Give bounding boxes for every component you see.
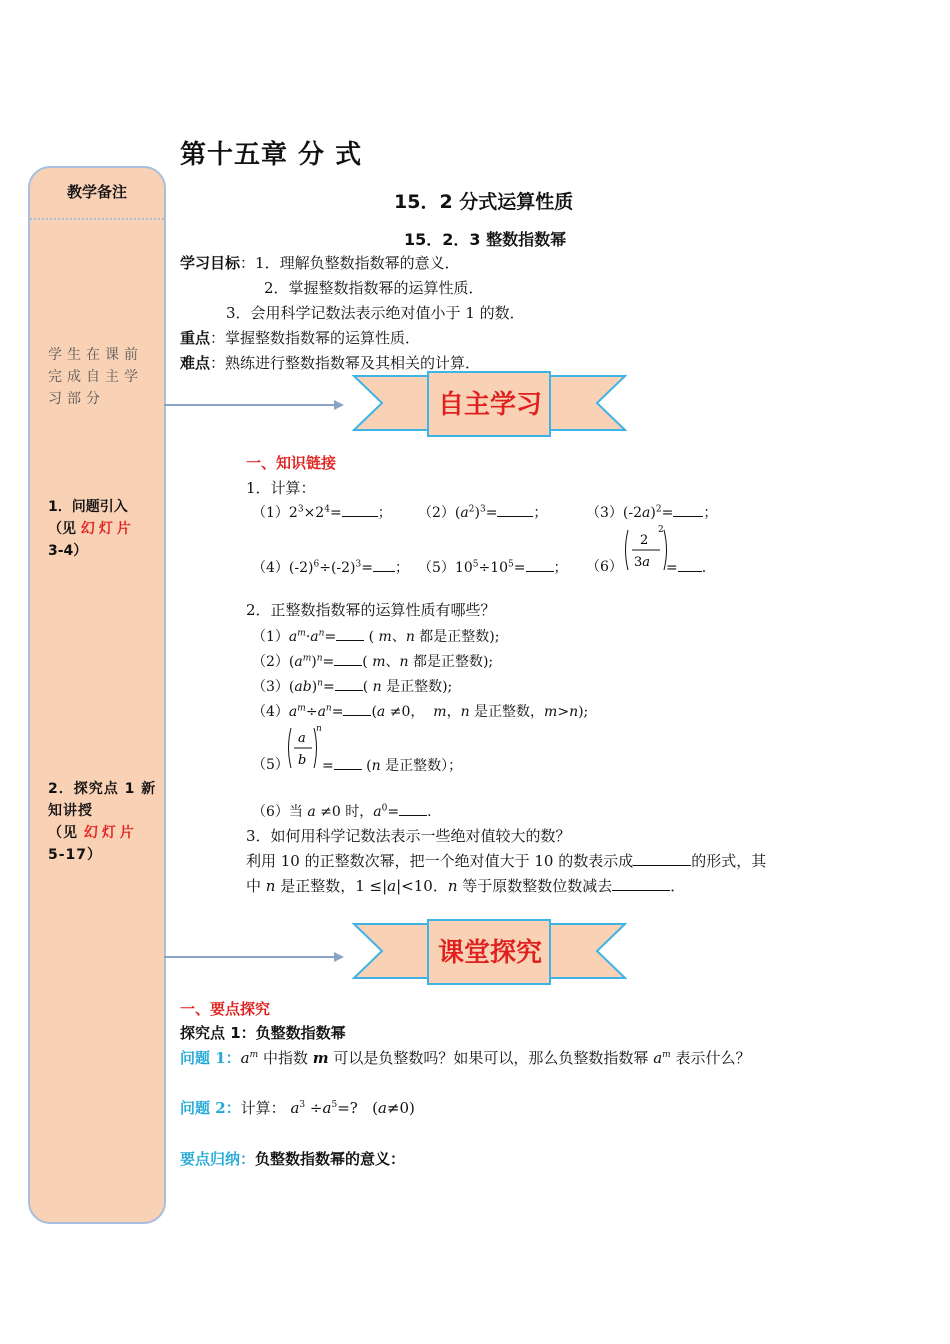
explore-point-title: 探究点 1：负整数指数幂 bbox=[180, 1024, 346, 1042]
rule-4: $(4)a^m\div a^n= (a \ne 0$， m，n 是正整数，m>n); bbox=[252, 701, 588, 722]
question-1-label: 问题 1： bbox=[180, 1049, 241, 1067]
sidebar-header: 教学备注 bbox=[30, 168, 164, 220]
question-2: 问题 2：计算： $a^3 \div a^5=$? (a≠0) bbox=[180, 1099, 415, 1117]
svg-text:b: b bbox=[298, 753, 307, 768]
learning-goals: 学习目标：1．理解负整数指数幂的意义． bbox=[180, 254, 460, 272]
paren-open: （见 bbox=[48, 521, 76, 537]
question-1: 问题 1：$a^m$ 中指数 m 可以是负整数吗？如果可以，那么负整数指数幂 $a^m$ 表示什么？ bbox=[180, 1049, 751, 1067]
summary-text: 负整数指数幂的意义： bbox=[255, 1150, 406, 1168]
slide-ref: 幻灯片 bbox=[80, 521, 135, 537]
rule-5: （5） bbox=[252, 757, 289, 773]
sidebar-item-intro-title: 1．问题引入 bbox=[48, 499, 128, 515]
goal-3: 3．会用科学记数法表示绝对值小于 1 的数． bbox=[226, 304, 525, 322]
difficulty-text: ：熟练进行整数指数幂及其相关的计算． bbox=[210, 354, 481, 372]
chapter-title: 第十五章 分 式 bbox=[180, 140, 363, 170]
svg-text:2: 2 bbox=[640, 533, 649, 548]
sidebar-item-explore bbox=[48, 778, 158, 866]
sidebar-item-explore-title: 2．探究点 1 新知讲授 bbox=[48, 781, 157, 819]
calc-item-6: （6） bbox=[586, 559, 623, 575]
summary-label: 要点归纳： bbox=[180, 1150, 256, 1168]
slide-range: 3-4） bbox=[48, 543, 88, 559]
svg-text:3a: 3a bbox=[634, 555, 651, 570]
goals-label: 学习目标 bbox=[180, 254, 241, 272]
question-2-label: 问题 2： bbox=[180, 1099, 241, 1117]
goal-2: 2．掌握整数指数幂的运算性质． bbox=[264, 279, 484, 297]
goal-1: 1．理解负整数指数幂的意义． bbox=[255, 254, 460, 272]
key-point bbox=[180, 328, 420, 348]
rule-3: （3）(ab)$^n$= ( n 是正整数); bbox=[252, 676, 452, 697]
teaching-notes-sidebar bbox=[28, 166, 166, 1224]
calc-item-6-answer: = . bbox=[666, 557, 706, 578]
arrow-right-icon bbox=[164, 398, 344, 412]
section-title: 15．2 分式运算性质 bbox=[394, 191, 574, 213]
q3-intro: 3．如何用科学记数法表示一些绝对值较大的数？ bbox=[246, 827, 571, 845]
summary bbox=[180, 1149, 405, 1169]
q2-intro: 2．正整数指数幂的运算性质有哪些？ bbox=[246, 601, 496, 619]
calc-item-5: $(5)10^5\div 10^5=$ ； bbox=[418, 557, 568, 578]
explore-heading: 一、要点探究 bbox=[180, 1000, 271, 1018]
difficulty-label: 难点 bbox=[180, 354, 211, 372]
rule-6: （6）当 a ≠0 时，$a^0=$ . bbox=[252, 801, 432, 822]
subsection-title: 15．2．3 整数指数幂 bbox=[404, 230, 567, 249]
calc-item-2: $(2)(a^2)^3=$ ； bbox=[418, 502, 547, 523]
rule-2: $(2)(a^m)^n=$ ( m、n 都是正整数); bbox=[252, 651, 493, 672]
paren-open: （见 bbox=[48, 825, 78, 841]
calc-item-4: $(4)(-2)^6\div(-2)^3=$ ； bbox=[252, 557, 409, 578]
banner-self-study: 自主学习 bbox=[437, 390, 542, 420]
knowledge-link-heading: 一、知识链接 bbox=[246, 454, 337, 472]
sidebar-item-intro bbox=[48, 496, 158, 562]
q3-line2: 中 n 是正整数，1 ≤|a|<10．n 等于原数整数位数减去 ． bbox=[246, 877, 686, 895]
rule-1: $(1)a^m\cdot a^n=$ ( m、n 都是正整数); bbox=[252, 626, 500, 647]
calc-item-1: $(1)2^3\times 2^4=$ ； bbox=[252, 502, 392, 523]
q1-intro: 1．计算： bbox=[246, 479, 316, 497]
calc-item-3: $(3)(-2a)^2=$ ； bbox=[586, 502, 717, 523]
svg-text:a: a bbox=[298, 731, 306, 746]
key-point-label: 重点 bbox=[180, 329, 211, 347]
arrow-right-icon bbox=[164, 950, 344, 964]
slide-range: 5-17） bbox=[48, 847, 103, 863]
key-point-text: ：掌握整数指数幂的运算性质． bbox=[210, 329, 421, 347]
power-2: 2 bbox=[658, 525, 664, 535]
banner-class-explore: 课堂探究 bbox=[437, 938, 542, 968]
sidebar-note: 学生在课前完成自主学习部分 bbox=[48, 347, 143, 407]
rule-5-answer: = (n 是正整数）； bbox=[322, 755, 462, 776]
slide-ref: 幻灯片 bbox=[83, 825, 138, 841]
power-n: n bbox=[316, 724, 322, 734]
q3-line1: 利用 10 的正整数次幂，把一个绝对值大于 10 的数表示成 的形式，其 bbox=[246, 852, 767, 870]
